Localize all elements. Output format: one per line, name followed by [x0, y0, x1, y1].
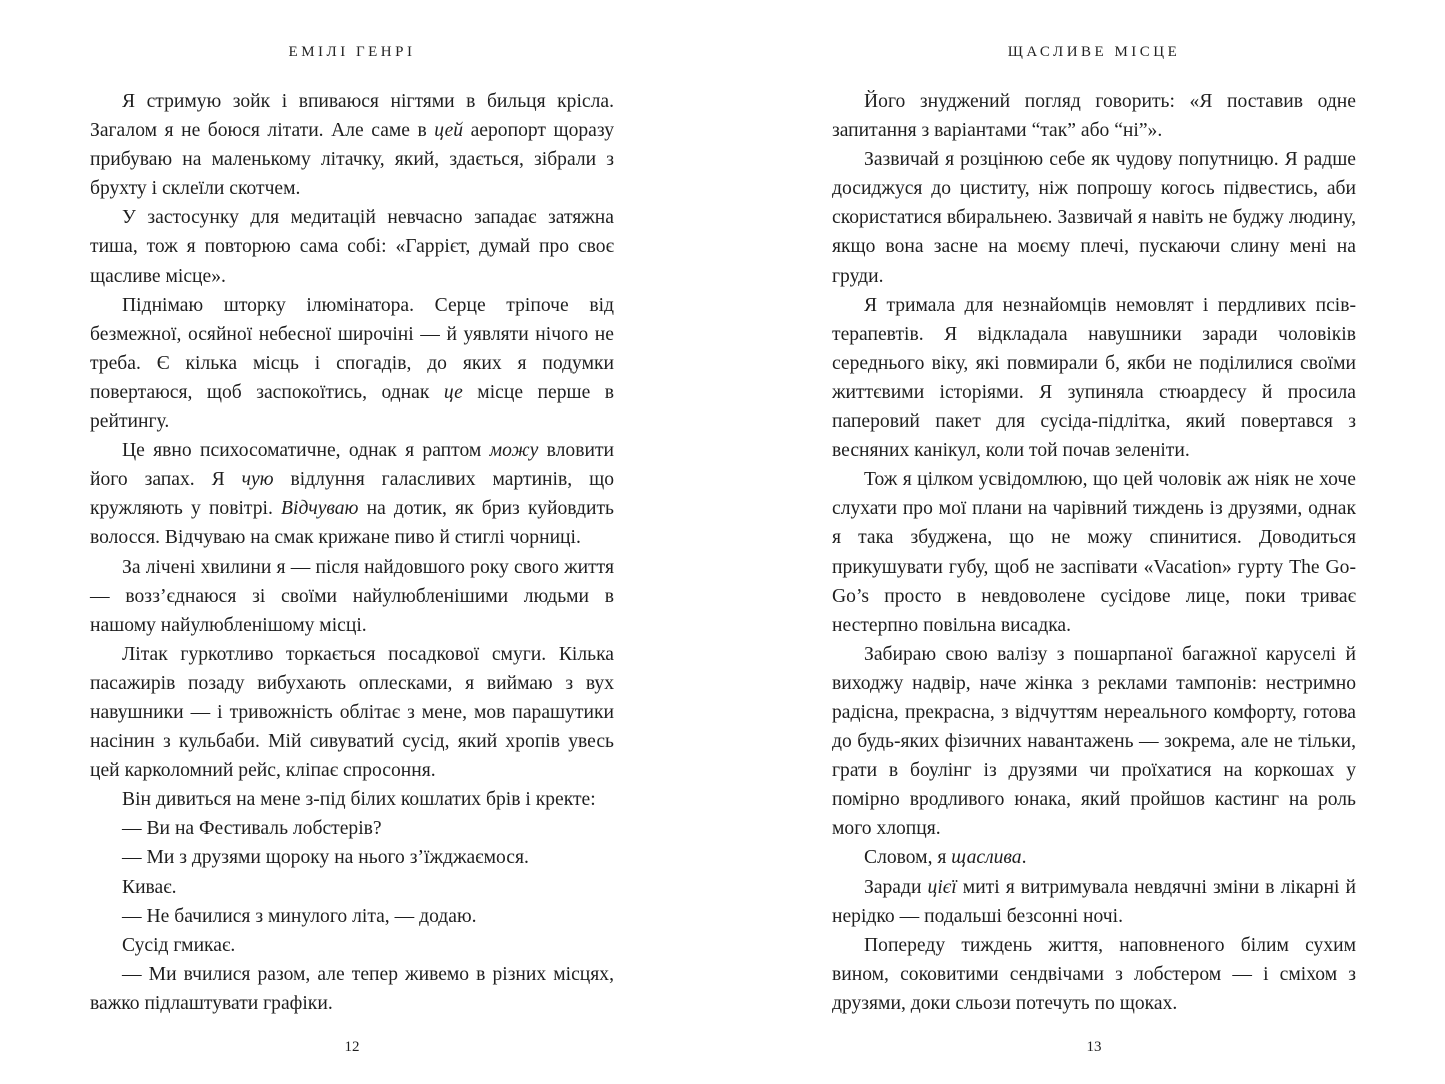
left-page — [90, 40, 614, 1084]
paragraph: Літак гуркотливо торкається посадкової смуги. Кілька пасажирів позаду вибухають оплесками, я виймаю з вух навушники — і тривожність облітає з мене, мов парашутики насінин з кульбаби. Мій сивуватий сусід, який хропів увесь цей карколомний рейс, кліпає спросоння. — [90, 643, 614, 782]
paragraph: Заради цієї миті я витримувала невдячні зміни в лікарні й нерідко — подальші безсонні ночі. — [832, 876, 1356, 927]
paragraph: — Ви на Фестиваль лобстерів? — [122, 818, 382, 840]
paragraph: Сусід гмикає. — [122, 934, 236, 956]
paragraph: Тож я цілком усвідомлюю, що цей чоловік аж ніяк не хоче слухати про мої плани на чарівний тиждень із друзями, однак я така збуджена, що не можу спинитися. Доводиться прикушувати губу, щоб не заспівати «Vacation» гурту The Go-Go’s просто в невдоволене сусідове лице, поки триває нестерпно повільна висадка. — [832, 469, 1356, 636]
left-page-body — [90, 87, 614, 1018]
right-page-body — [832, 87, 1356, 1018]
paragraph: У застосунку для медитацій невчасно западає затяжна тиша, тож я повторюю сама собі: «Гаррієт, думай про своє щасливе місце». — [90, 207, 614, 287]
paragraph: Зазвичай я розцінюю себе як чудову попутницю. Я радше досиджуся до циститу, ніж попрошу когось підвестись, аби скористатися вбиральнею. Зазвичай я навіть не буджу людину, якщо вона засне на моєму плечі, пускаючи слину мені на груди. — [832, 149, 1356, 287]
running-head-title: ЩАСЛИВЕ МІСЦЕ — [1007, 44, 1181, 60]
paragraph: Піднімаю шторку ілюмінатора. Серце тріпоче від безмежної, осяйної небесної широчіні — й уявляти нічого не треба. Є кілька місць і спогадів, до яких я подумки повертаюся, щоб заспокоїтись, однак це місце перше в рейтингу. — [90, 294, 615, 433]
right-page-number: 13 — [1086, 1039, 1102, 1055]
paragraph: Я тримала для незнайомців немовлят і пердливих псів-терапевтів. Я відкладала навушники заради чоловіків середнього віку, які повмирали б, якби не поділилися своїми життєвими історіями. Я зупиняла стюардесу й просила паперовий пакет для сусіда-підлітка, який повертався з весняних канікул, коли той почав зеленіти. — [832, 294, 1356, 462]
paragraph: Попереду тиждень життя, наповненого білим сухим вином, соковитими сендвічами з лобстером — і сміхом з друзями, доки сльози потечуть по щоках. — [832, 934, 1356, 1014]
paragraph: — Ми з друзями щороку на нього з’їжджаємося. — [122, 847, 529, 869]
left-page-number: 12 — [344, 1039, 360, 1055]
paragraph: Словом, я щаслива. — [864, 847, 1027, 869]
paragraph: — Ми вчилися разом, але тепер живемо в різних місцях, важко підлаштувати графіки. — [90, 963, 614, 1014]
paragraph: Його знуджений погляд говорить: «Я поставив одне запитання з варіантами “так” або “ні”». — [832, 91, 1356, 142]
paragraph: Це явно психосоматичне, однак я раптом можу вловити його запах. Я чую відлуння галасливих мартинів, що кружляють у повітрі. Відчуваю на дотик, як бриз куйовдить волосся. Відчуваю на смак крижане пиво й стиглі чорниці. — [90, 440, 614, 549]
paragraph: За лічені хвилини я — після найдовшого року свого життя — возз’єднаюся зі своїми найулюбленішими людьми в нашому найулюбленішому місці. — [90, 556, 614, 636]
running-head-author: ЕМІЛІ ГЕНРІ — [288, 44, 416, 60]
paragraph: — Не бачилися з минулого літа, — додаю. — [122, 905, 477, 927]
paragraph: Забираю свою валізу з пошарпаної багажної каруселі й виходжу надвір, наче жінка з реклами тампонів: нестримно радісна, прекрасна, з відчуттям нереального комфорту, готова до будь-яких фізичних навантажень — зокрема, але не тільки, грати в боулінг із друзями чи проїхатися на коркошах у помірно вродливого юнака, який пройшов кастинг на роль мого хлопця. — [832, 643, 1356, 840]
right-page — [832, 40, 1356, 1084]
paragraph: Я стримую зойк і впиваюся нігтями в бильця крісла. Загалом я не боюся літати. Але саме в цей аеропорт щоразу прибуваю на маленькому літачку, який, здається, зібрали з брухту і склеїли скотчем. — [90, 91, 615, 200]
paragraph: Киває. — [122, 876, 177, 898]
paragraph: Він дивиться на мене з-під білих кошлатих брів і кректе: — [122, 789, 596, 811]
